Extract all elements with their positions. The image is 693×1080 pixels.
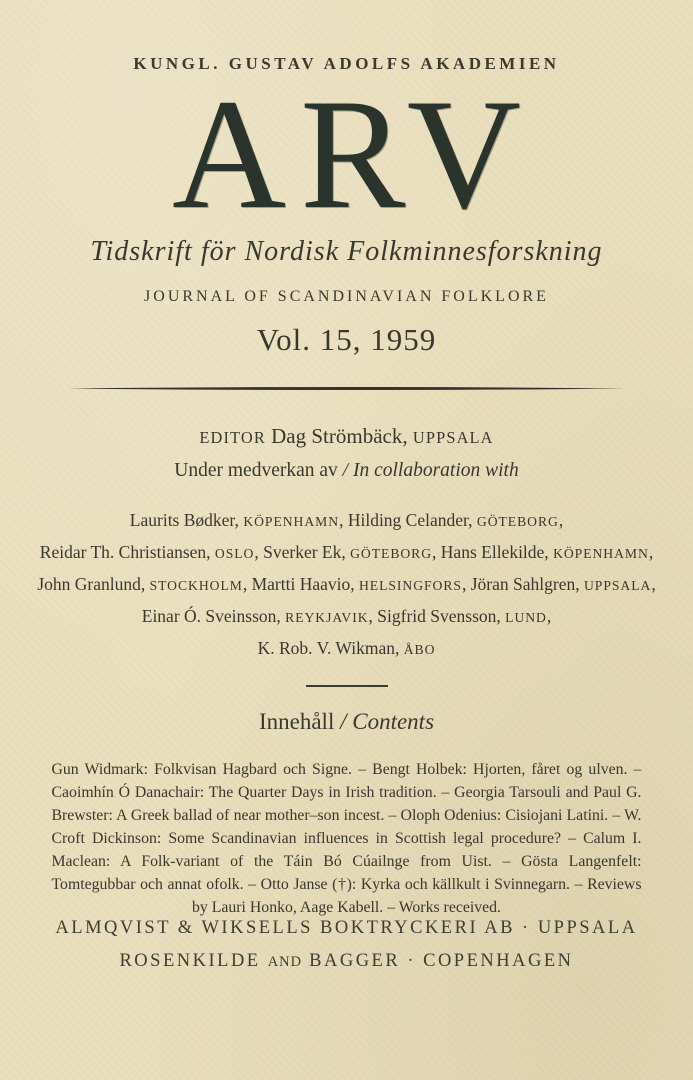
collaborator-line (0, 569, 693, 601)
text-segment: STOCKHOLM (149, 578, 243, 593)
text-segment: OSLO (214, 546, 255, 561)
volume-line: Vol. 15, 1959 (256, 322, 437, 357)
collaborator-line (0, 505, 693, 537)
collaborators-list (0, 505, 693, 665)
text-segment: John Granlund, (37, 574, 150, 594)
text-segment: REYKJAVIK (285, 610, 369, 625)
contents-summary: Gun Widmark: Folkvisan Hagbard och Signe. – Bengt Holbek: Hjorten, fåret og ulven. – Caoimhín Ó Danachair: The Quarter Days in Irish tradition. – Georgia Tarsouli and Paul G. Brewster: A Greek ballad of near mother–son incest. – Oloph Odenius: Cisiojani Latini. – W. Croft Dickinson: Some Scandinavian influences in Scottish legal procedure? – Calum I. Maclean: A Folk-variant of the Táin Bó Cúailnge from Uist. – Gösta Langenfelt: Tomtegubbar och annat ofolk. – Otto Janse (†): Kyrka och källkult i Svinnegarn. – Reviews by Lauri Honko, Aage Kabell. – Works received. (51, 761, 642, 916)
imprint-distributor-line (0, 945, 693, 979)
collaboration-note (0, 460, 693, 482)
text-segment: AND (267, 954, 303, 970)
text-segment: , (558, 510, 564, 530)
publisher-line: KUNGL. GUSTAV ADOLFS AKADEMIEN (133, 54, 560, 73)
swelled-rule (68, 385, 626, 392)
text-segment: Contents (352, 709, 435, 734)
text-segment: UPPSALA (583, 578, 652, 593)
text-segment: Dag Strömbäck, (271, 424, 413, 448)
text-segment: K. Rob. V. Wikman, (257, 638, 404, 658)
text-segment: , (648, 542, 654, 562)
text-segment: , Jöran Sahlgren, (461, 574, 584, 594)
text-segment: , Sverker Ek, (254, 542, 351, 562)
collaborator-line (0, 537, 693, 569)
text-segment: ÅBO (403, 642, 436, 657)
text-segment: , Martti Haavio, (242, 574, 359, 594)
text-segment: UPPSALA (412, 428, 494, 447)
contents-heading (0, 709, 693, 735)
text-segment: , (546, 606, 552, 626)
text-segment: / (340, 709, 353, 734)
text-segment: Under medverkan av (174, 460, 343, 481)
text-segment: GÖTEBORG (350, 546, 433, 561)
text-segment: / (342, 460, 353, 481)
text-segment: Reidar Th. Christiansen, (39, 542, 215, 562)
imprint-block (0, 912, 693, 979)
text-segment: , (651, 574, 656, 594)
imprint-printer-line: ALMQVIST & WIKSELLS BOKTRYCKERI AB · UPPSALA (55, 918, 638, 938)
text-segment: , Hans Ellekilde, (432, 542, 554, 562)
journal-logo: ARV (172, 67, 535, 242)
subtitle-english: JOURNAL OF SCANDINAVIAN FOLKLORE (144, 288, 549, 305)
text-segment: , Hilding Celander, (339, 510, 477, 530)
text-segment: ROSENKILDE (119, 951, 268, 971)
text-segment: BAGGER · COPENHAGEN (302, 951, 574, 971)
text-segment: Einar Ó. Sveinsson, (141, 606, 286, 626)
text-segment: Innehåll (258, 709, 341, 734)
section-divider-rule (306, 685, 388, 687)
text-segment: In collaboration with (352, 460, 519, 481)
text-segment: LUND (505, 610, 547, 625)
text-segment: , Sigfrid Svensson, (368, 606, 506, 626)
text-segment: KÖPENHAMN (553, 546, 649, 561)
editor-line (0, 424, 693, 449)
text-segment: GÖTEBORG (476, 514, 559, 529)
collaborator-line (0, 601, 693, 633)
text-segment: KÖPENHAMN (243, 514, 340, 529)
collaborator-line (0, 633, 693, 665)
subtitle-swedish: Tidskrift för Nordisk Folkminnesforskning (90, 236, 603, 267)
text-segment: Laurits Bødker, (129, 510, 244, 530)
text-segment: EDITOR (199, 428, 272, 447)
text-segment: HELSINGFORS (358, 578, 462, 593)
